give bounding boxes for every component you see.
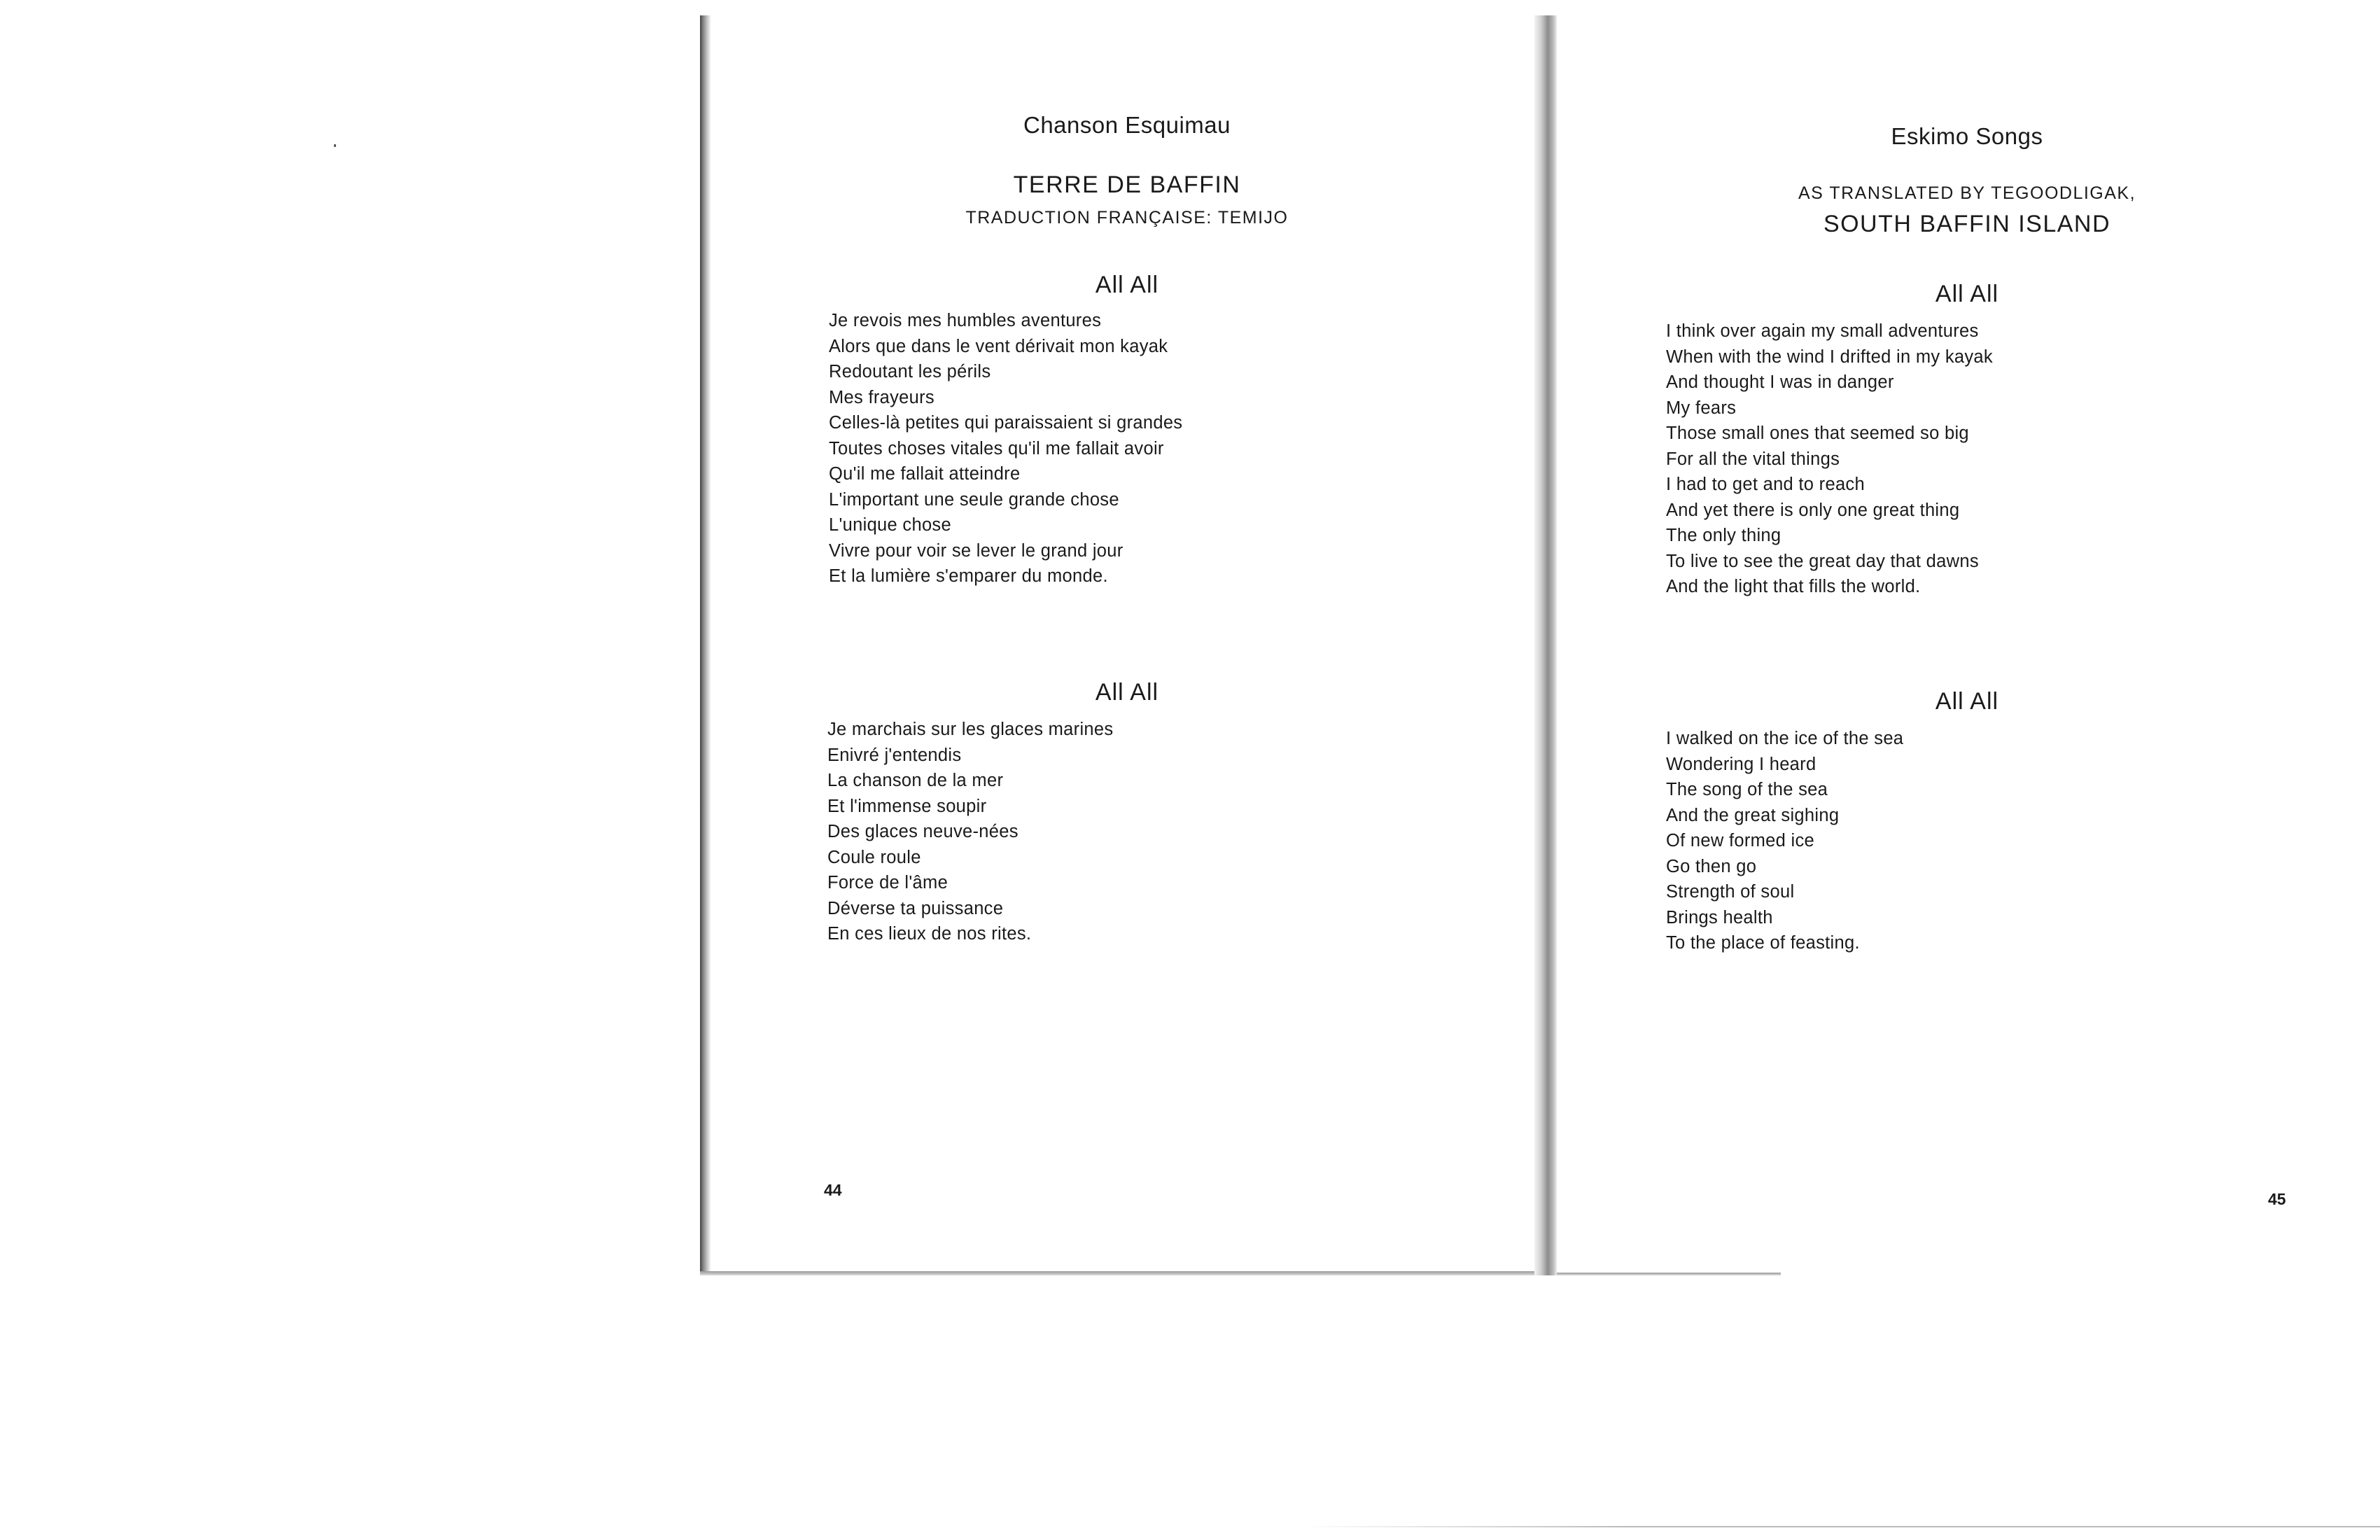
poem-line: I walked on the ice of the sea: [1666, 729, 1904, 748]
poem-line: The song of the sea: [1666, 780, 1828, 799]
poem-line: Mes frayeurs: [829, 387, 934, 407]
poem-line: To live to see the great day that dawns: [1666, 551, 1979, 571]
poem-line: Of new formed ice: [1666, 831, 1815, 850]
poem-line: Et la lumière s'emparer du monde.: [829, 566, 1108, 586]
poem-line: When with the wind I drifted in my kayak: [1666, 346, 1993, 367]
poem-line: Vivre pour voir se lever le grand jour: [829, 540, 1124, 561]
poem-line: Enivré j'entendis: [827, 745, 962, 765]
left-page-number: 44: [824, 1181, 842, 1199]
poem-line: Je marchais sur les glaces marines: [827, 720, 1114, 739]
right-song-2-title: All All: [1935, 688, 1999, 715]
right-page-number: 45: [2268, 1190, 2286, 1208]
left-page-bottom-edge: [700, 1271, 1547, 1275]
left-page-region: TERRE DE BAFFIN: [1013, 172, 1241, 198]
left-page-title: Chanson Esquimau: [1023, 112, 1231, 138]
poem-line: Qu'il me fallait atteindre: [829, 464, 1021, 484]
poem-line: And thought I was in danger: [1666, 372, 1894, 392]
left-page-edge-shadow: [700, 15, 711, 1275]
poem-line: Des glaces neuve-nées: [827, 822, 1018, 841]
scan-speck: [334, 144, 336, 147]
left-page-translation-credit: TRADUCTION FRANÇAISE: TEMIJO: [965, 208, 1289, 227]
poem-line: Strength of soul: [1666, 882, 1795, 902]
left-song-1-title: All All: [1095, 272, 1159, 298]
left-page: [711, 15, 1543, 1275]
left-song-2-title: All All: [1095, 679, 1159, 706]
poem-line: And the light that fills the world.: [1666, 577, 1921, 596]
left-song-2-lines: [827, 717, 1113, 947]
poem-line: L'important une seule grande chose: [829, 489, 1119, 510]
left-song-1-lines: [829, 308, 1182, 589]
poem-line: For all the vital things: [1666, 449, 1840, 469]
poem-line: L'unique chose: [829, 515, 951, 535]
right-page-title: Eskimo Songs: [1891, 123, 2043, 149]
poem-line: The only thing: [1666, 526, 1782, 545]
poem-line: La chanson de la mer: [827, 771, 1004, 790]
book-gutter: [1534, 15, 1557, 1275]
poem-line: En ces lieux de nos rites.: [827, 924, 1032, 944]
poem-line: Coule roule: [827, 847, 921, 867]
poem-line: Redoutant les périls: [829, 362, 991, 382]
right-song-2-lines: [1666, 726, 1903, 956]
poem-line: Force de l'âme: [827, 873, 948, 892]
right-song-1-title: All All: [1935, 281, 1999, 307]
poem-line: I think over again my small adventures: [1666, 321, 1979, 341]
scan-edge-line: [1302, 1526, 2380, 1527]
right-page-bottom-edge: [1557, 1273, 1781, 1275]
right-page-translation-credit: AS TRANSLATED BY TEGOODLIGAK,: [1798, 183, 2136, 203]
poem-line: Alors que dans le vent dérivait mon kayak: [829, 336, 1168, 356]
poem-line: My fears: [1666, 398, 1737, 418]
poem-line: Je revois mes humbles aventures: [829, 311, 1102, 330]
poem-line: Déverse ta puissance: [827, 898, 1004, 918]
right-page-region: SOUTH BAFFIN ISLAND: [1823, 211, 2111, 237]
poem-line: Go then go: [1666, 856, 1757, 876]
poem-line: Toutes choses vitales qu'il me fallait avoir: [829, 438, 1164, 458]
poem-line: I had to get and to reach: [1666, 475, 1865, 494]
poem-line: Et l'immense soupir: [827, 796, 987, 816]
poem-line: Wondering I heard: [1666, 754, 1816, 774]
poem-line: To the place of feasting.: [1666, 933, 1860, 953]
poem-line: Brings health: [1666, 907, 1773, 927]
poem-line: And the great sighing: [1666, 805, 1840, 825]
right-song-1-lines: [1666, 318, 1993, 600]
poem-line: And yet there is only one great thing: [1666, 500, 1960, 520]
poem-line: Those small ones that seemed so big: [1666, 424, 1969, 443]
poem-line: Celles-là petites qui paraissaient si grandes: [829, 413, 1183, 433]
